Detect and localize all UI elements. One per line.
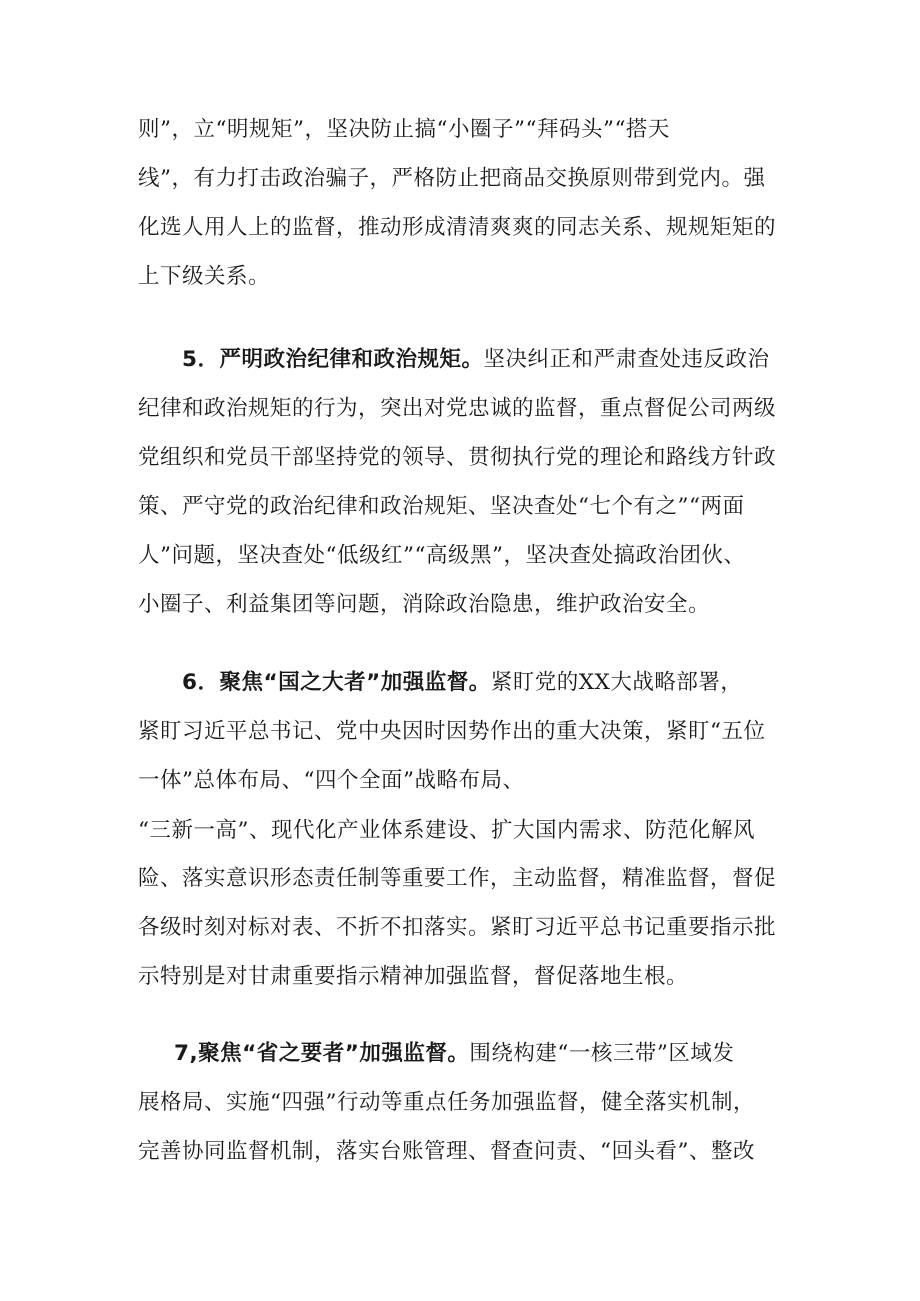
text-line: 化选人用人上的监督，推动形成清清爽爽的同志关系、规规矩矩的 <box>138 215 777 240</box>
section-heading: 5．严明政治纪律和政治规矩。 <box>182 347 484 372</box>
text-line: 策、严守党的政治纪律和政治规矩、坚决查处“七个有之”“两面 <box>138 494 745 519</box>
text-line: 险、落实意识形态责任制等重要工作，主动监督，精准监督，督促 <box>138 866 777 891</box>
text-line: 完善协同监督机制，落实台账管理、督查问责、“回头看”、整改 <box>138 1139 755 1164</box>
text-run: 紧盯党的XX大战略部署， <box>490 670 743 695</box>
text-line: 展格局、实施“四强”行动等重点任务加强监督，健全落实机制， <box>138 1090 755 1115</box>
text-line: 上下级关系。 <box>138 264 271 289</box>
text-line: “三新一高”、现代化产业体系建设、扩大国内需求、防范化解风 <box>138 818 755 843</box>
text-line <box>174 1038 734 1070</box>
section-heading: 6．聚焦“国之大者”加强监督。 <box>182 670 491 695</box>
text-line <box>182 667 742 699</box>
text-line: 一体”总体布局、“四个全面”战略布局、 <box>138 768 525 793</box>
text-run: 围绕构建“一核三带”区域发 <box>469 1041 735 1066</box>
text-line: 人”问题，坚决查处“低级红”“高级黑”，坚决查处搞政治团伙、 <box>138 543 746 568</box>
text-line: 紧盯习近平总书记、党中央因时因势作出的重大决策，紧盯“五位 <box>138 719 766 744</box>
text-line: 则”，立“明规矩”，坚决防止搞“小圈子”“拜码头”“搭天 <box>138 117 670 142</box>
text-line: 示特别是对甘肃重要指示精神加强监督，督促落地生根。 <box>138 964 689 989</box>
text-line: 各级时刻对标对表、不折不扣落实。紧盯习近平总书记重要指示批 <box>138 915 777 940</box>
text-run: 坚决纠正和严肃查处违反政治 <box>483 347 770 372</box>
section-heading: 7,聚焦“省之要者”加强监督。 <box>174 1041 470 1066</box>
text-line: 小圈子、利益集团等问题，消除政治隐患，维护政治安全。 <box>138 592 711 617</box>
text-line <box>182 344 769 376</box>
text-line: 纪律和政治规矩的行为，突出对党忠诚的监督，重点督促公司两级 <box>138 396 777 421</box>
text-line: 线”，有力打击政治骗子，严格防止把商品交换原则带到党内。强 <box>138 166 766 191</box>
text-line: 党组织和党员干部坚持党的领导、贯彻执行党的理论和路线方针政 <box>138 445 777 470</box>
